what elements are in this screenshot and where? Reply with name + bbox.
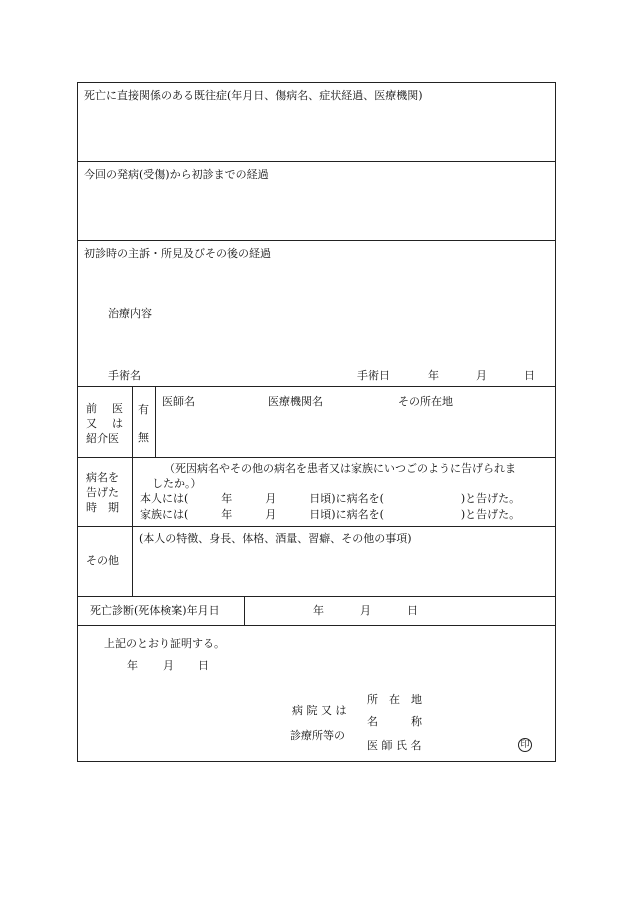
previous-doctor-no: 無: [138, 431, 149, 444]
row-divider: [77, 625, 556, 626]
disclosure-note-line2: したか。）: [152, 477, 202, 490]
certification-month-label: 月: [163, 659, 174, 672]
previous-doctor-name-label: 医師名: [162, 395, 195, 408]
death-day-label: 日: [407, 604, 418, 617]
other-column-divider: [132, 526, 133, 596]
yes-no-column-divider: [155, 386, 156, 457]
other-label: その他: [86, 554, 119, 567]
disclosure-family-line: 家族には( 年 月 日頃)に病名を( )と告げた。: [140, 508, 521, 521]
seal-icon: 印: [518, 738, 532, 752]
surgery-month-label: 月: [476, 369, 487, 382]
previous-institution-name-label: 医療機関名: [268, 395, 323, 408]
surgery-year-label: 年: [428, 369, 439, 382]
disclosure-note-line1: （死因病名やその他の病名を患者又は家族にいつごのように告げられま: [164, 462, 516, 475]
other-note: (本人の特徴、身長、体格、酒量、習癖、その他の事項): [139, 532, 412, 545]
certificate-form: [77, 82, 556, 762]
death-month-label: 月: [360, 604, 371, 617]
disclosure-label-line: 告げた: [86, 486, 119, 499]
death-date-label: 死亡診断(死体検案)年月日: [90, 604, 220, 617]
death-year-label: 年: [313, 604, 324, 617]
row-divider: [77, 161, 556, 162]
certification-day-label: 日: [198, 659, 209, 672]
row-divider: [77, 526, 556, 527]
surgery-date-label: 手術日: [357, 369, 390, 382]
row-divider: [77, 596, 556, 597]
row-divider: [77, 386, 556, 387]
issuer-address-label: 所 在 地: [367, 693, 422, 706]
disclosure-patient-line: 本人には( 年 月 日頃)に病名を( )と告げた。: [140, 492, 521, 505]
surgery-day-label: 日: [524, 369, 535, 382]
death-date-column-divider: [244, 596, 245, 625]
previous-doctor-yes: 有: [138, 403, 149, 416]
first-visit-label: 初診時の主訴・所見及びその後の経過: [84, 247, 271, 260]
history-label: 死亡に直接関係のある既往症(年月日、傷病名、症状経過、医療機関): [84, 89, 423, 102]
issuer-name-label: 名 称: [367, 715, 422, 728]
previous-doctor-label-char: 前: [86, 402, 97, 415]
treatment-label: 治療内容: [108, 307, 152, 320]
label-column-divider: [132, 386, 133, 526]
disclosure-label-line: 病名を: [86, 471, 119, 484]
row-divider: [77, 457, 556, 458]
previous-doctor-label-char: 医: [112, 402, 123, 415]
surgery-name-label: 手術名: [108, 369, 141, 382]
row-divider: [77, 240, 556, 241]
issuer-label-line2: 診療所等の: [290, 729, 345, 742]
certification-year-label: 年: [127, 659, 138, 672]
disclosure-label-line: 時 期: [86, 501, 119, 514]
onset-label: 今回の発病(受傷)から初診までの経過: [84, 168, 269, 181]
previous-doctor-label-char: は: [112, 417, 123, 430]
issuer-doctor-name-label: 医 師 氏 名: [367, 739, 422, 752]
previous-institution-address-label: その所在地: [398, 395, 453, 408]
certification-statement: 上記のとおり証明する。: [104, 637, 225, 650]
issuer-label-line1: 病 院 又 は: [292, 704, 347, 717]
previous-doctor-label-char: 紹介医: [86, 432, 119, 445]
previous-doctor-label-char: 又: [86, 417, 97, 430]
